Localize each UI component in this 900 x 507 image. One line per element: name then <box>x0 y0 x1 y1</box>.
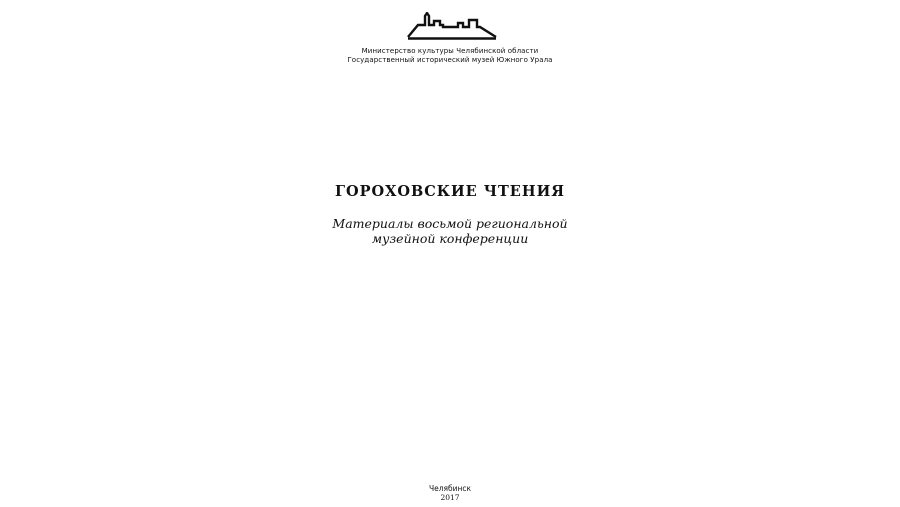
museum-line: Государственный исторический музей Южного Урала <box>347 56 553 64</box>
year-label: 2017 <box>440 493 460 502</box>
publisher-header <box>0 47 900 65</box>
museum-building-icon <box>407 12 497 40</box>
city-label: Челябинск <box>428 484 472 493</box>
page-title: ГОРОХОВСКИЕ ЧТЕНИЯ <box>334 183 566 200</box>
subtitle-line-2: музейной конференции <box>371 231 529 246</box>
subtitle-line-1: Материалы восьмой региональной <box>332 216 568 231</box>
ministry-line: Министерство культуры Челябинской области <box>361 47 539 55</box>
subtitle <box>0 216 900 246</box>
imprint-footer <box>0 484 900 502</box>
